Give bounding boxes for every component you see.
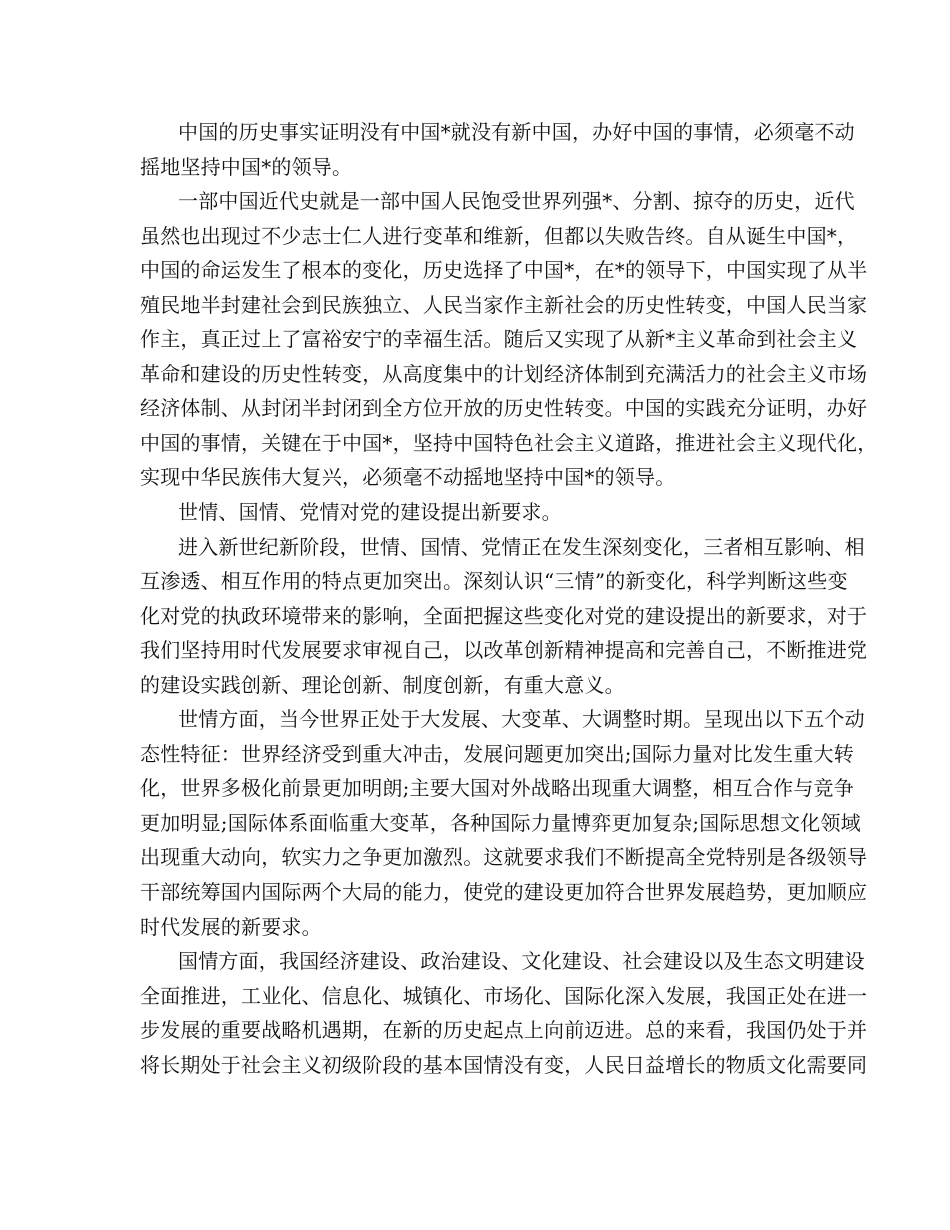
paragraph-line: 干部统筹国内国际两个大局的能力，使党的建设更加符合世界发展趋势，更加顺应 [140,880,868,905]
section-heading-line: 世情、国情、党情对党的建设提出新要求。 [178,500,562,525]
paragraph-line: 互渗透、相互作用的特点更加突出。深刻认识“三情”的新变化，科学判断这些变 [140,569,848,594]
paragraph-line: 出现重大动向，软实力之争更加激烈。这就要求我们不断提高全党特别是各级领导 [140,845,868,870]
paragraph-line: 中国的历史事实证明没有中国*就没有新中国，办好中国的事情，必须毫不动 [178,120,855,144]
paragraph-line: 殖民地半封建社会到民族独立、人民当家作主新社会的历史性转变，中国人民当家 [140,292,868,317]
paragraph-line: 化对党的执政环境带来的影响，全面把握这些变化对党的建设提出的新要求，对于 [140,603,868,628]
paragraph-line: 中国的命运发生了根本的变化，历史选择了中国*，在*的领导下，中国实现了从半 [140,258,868,283]
paragraph-line: 步发展的重要战略机遇期，在新的历史起点上向前迈进。总的来看，我国仍处于并 [140,1018,868,1043]
paragraph-line: 虽然也出现过不少志士仁人进行变革和维新，但都以失败告终。自从诞生中国*， [140,223,858,248]
paragraph-line: 我们坚持用时代发展要求审视自己，以改革创新精神提高和完善自己，不断推进党 [140,638,868,663]
paragraph-line: 态性特征：世界经济受到重大冲击，发展问题更加突出;国际力量对比发生重大转 [140,741,854,766]
paragraph-line: 全面推进，工业化、信息化、城镇化、市场化、国际化深入发展，我国正处在进一 [140,983,868,1008]
document-body [140,115,878,1082]
paragraph-line: 将长期处于社会主义初级阶段的基本国情没有变，人民日益增长的物质文化需要同 [140,1052,868,1077]
paragraph-line: 进入新世纪新阶段，世情、国情、党情正在发生深刻变化，三者相互影响、相 [178,534,865,559]
paragraph-line: 摇地坚持中国*的领导。 [140,154,353,179]
paragraph-line: 国情方面，我国经济建设、政治建设、文化建设、社会建设以及生态文明建设 [178,949,865,974]
paragraph-line: 实现中华民族伟大复兴，必须毫不动摇地坚持中国*的领导。 [140,465,676,490]
paragraph-line: 经济体制、从封闭半封闭到全方位开放的历史性转变。中国的实践充分证明，办好 [140,396,868,421]
paragraph-line: 一部中国近代史就是一部中国人民饱受世界列强*、分割、掠夺的历史，近代 [178,189,855,214]
paragraph-line: 时代发展的新要求。 [140,914,322,939]
paragraph-line: 作主，真正过上了富裕安宁的幸福生活。随后又实现了从新*主义革命到社会主义 [140,327,858,352]
paragraph-line: 的建设实践创新、理论创新、制度创新，有重大意义。 [140,672,625,697]
paragraph-line: 革命和建设的历史性转变，从高度集中的计划经济体制到充满活力的社会主义市场 [140,361,868,386]
paragraph-line: 更加明显;国际体系面临重大变革，各种国际力量博弈更加复杂;国际思想文化领域 [140,810,861,835]
paragraph-line: 中国的事情，关键在于中国*，坚持中国特色社会主义道路，推进社会主义现代化， [140,430,878,455]
paragraph-line: 世情方面，当今世界正处于大发展、大变革、大调整时期。呈现出以下五个动 [178,707,865,732]
paragraph-line: 化，世界多极化前景更加明朗;主要大国对外战略出现重大调整，相互合作与竞争 [140,776,854,801]
